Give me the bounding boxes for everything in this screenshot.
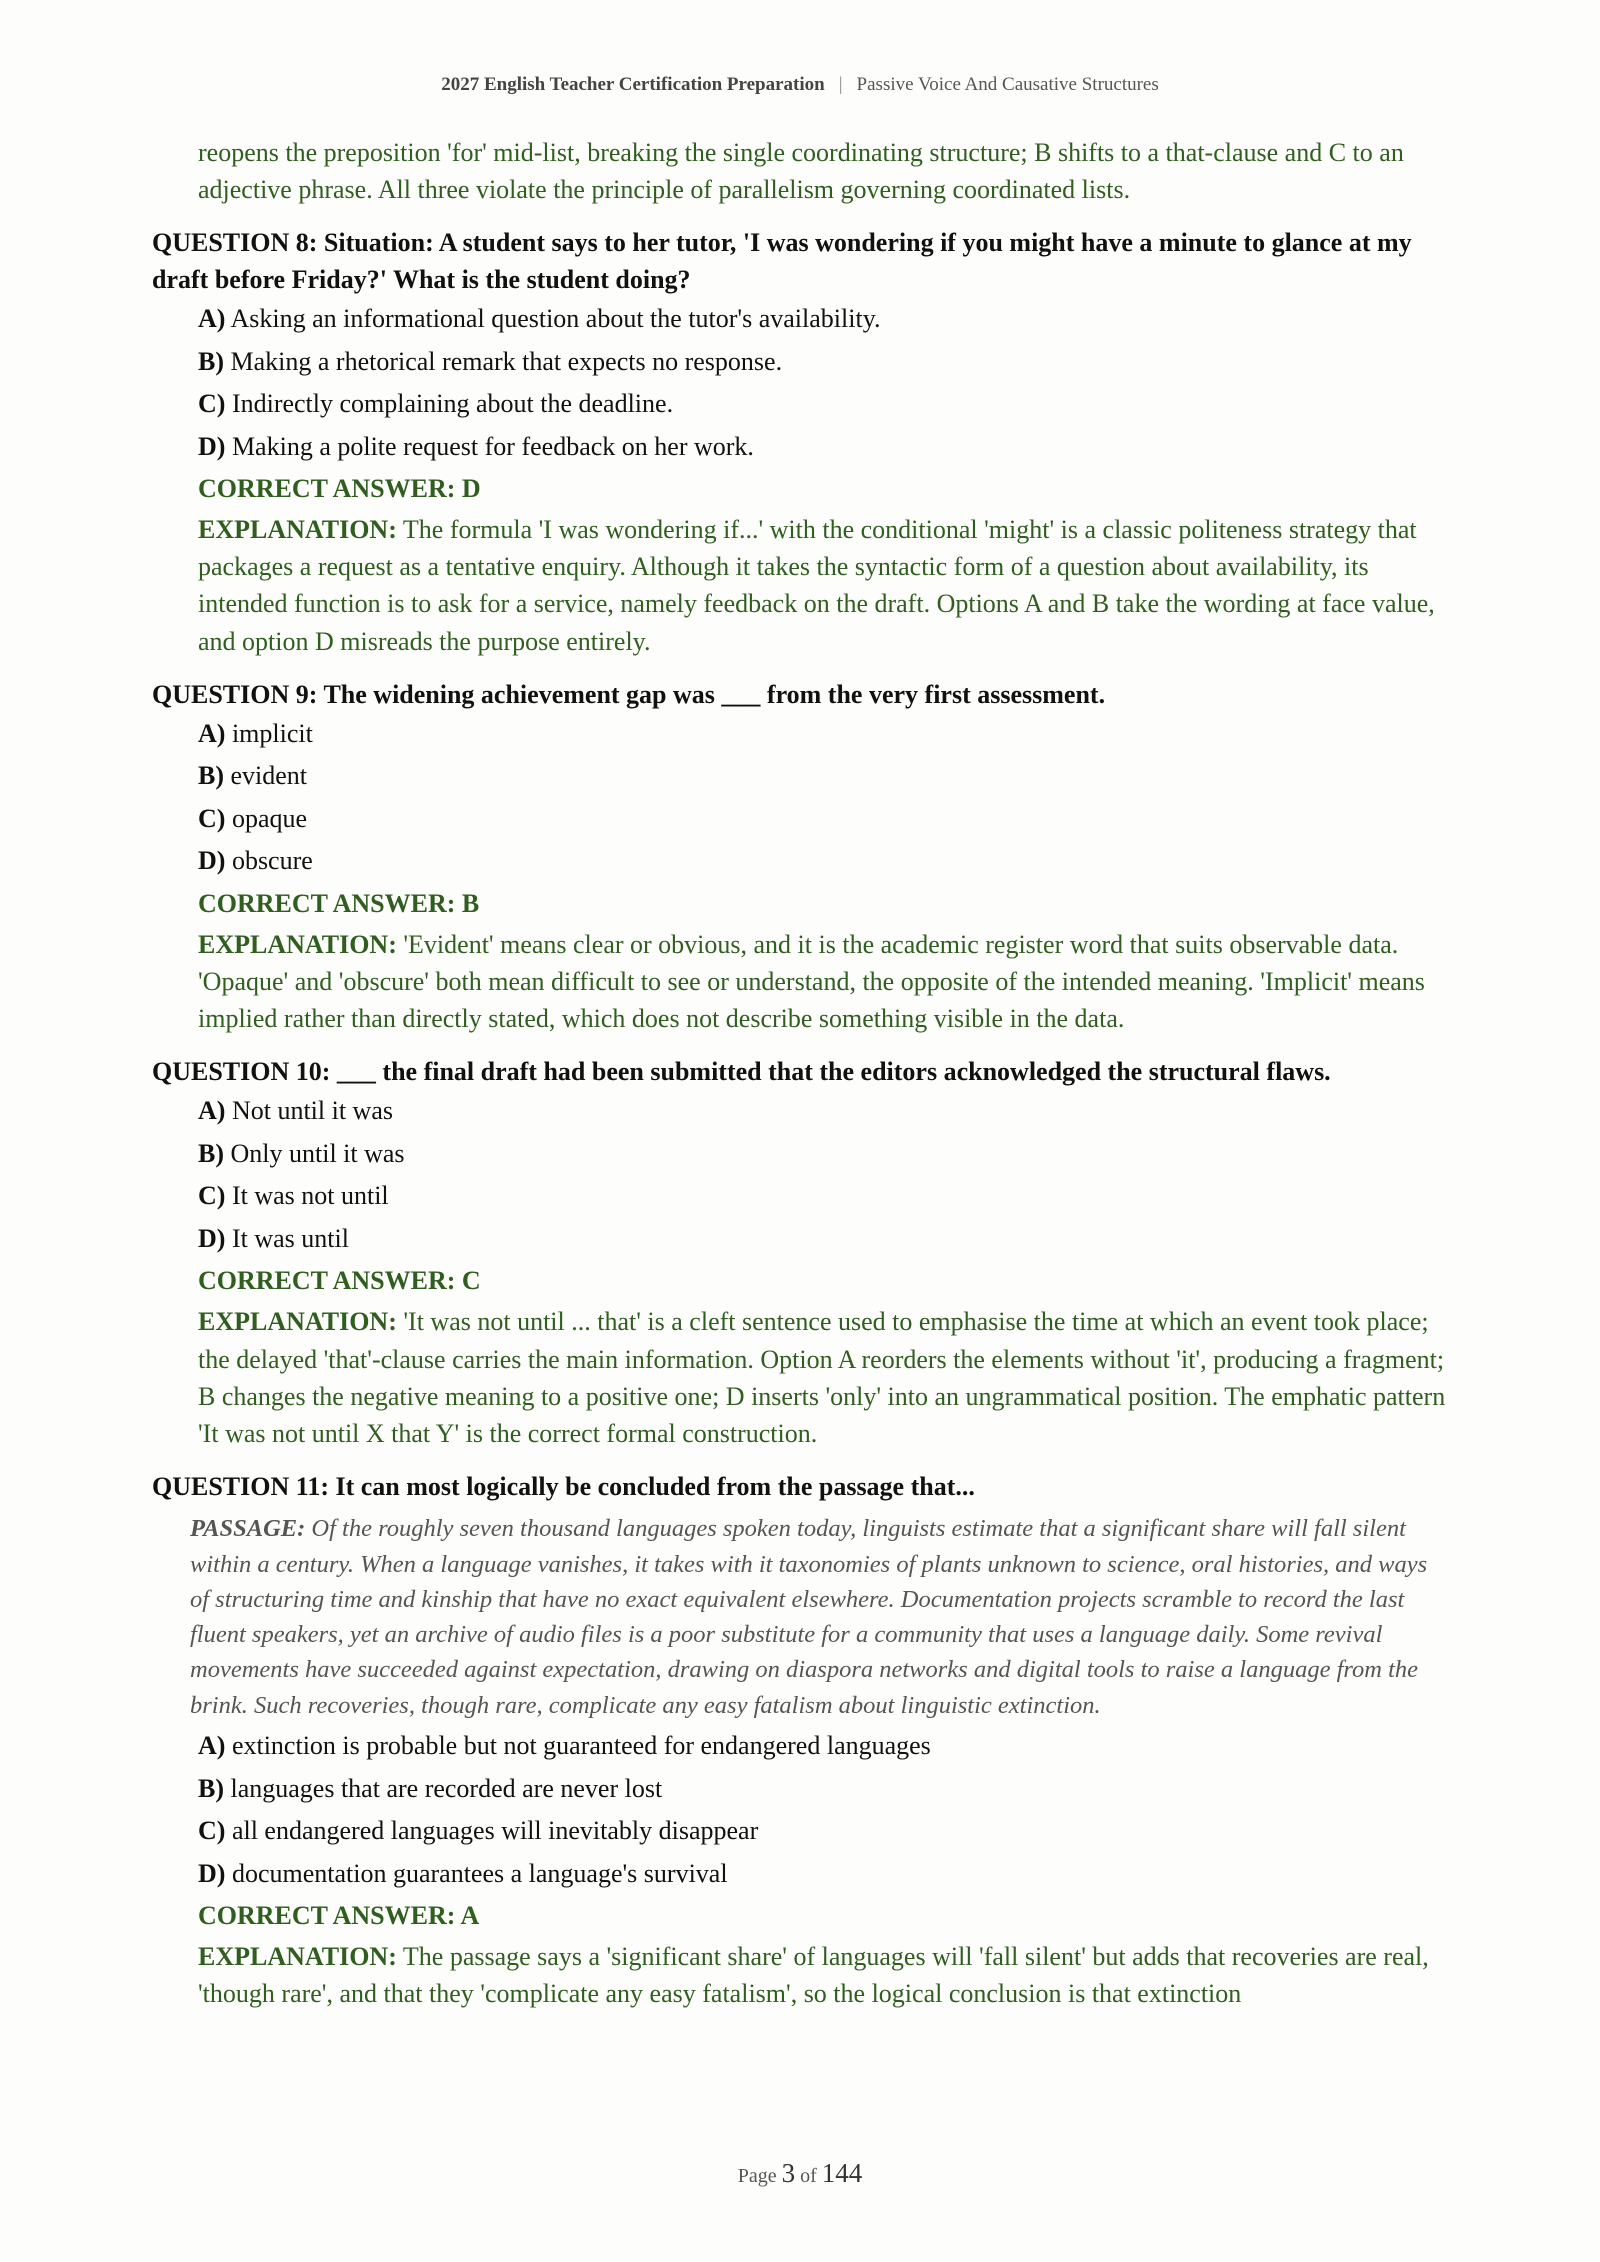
option-c [198,383,1452,426]
question-11 [152,1468,1452,2012]
explanation-label: EXPLANATION: [198,1307,397,1337]
question-8 [152,224,1452,660]
option-letter: A) [198,1096,226,1126]
option-letter: B) [198,1773,224,1803]
explanation-label: EXPLANATION: [198,929,397,959]
option-letter: B) [198,346,224,376]
option-text: Making a polite request for feedback on her work. [231,431,754,461]
option-list [198,1090,1452,1260]
option-text: evident [230,761,308,791]
reading-passage [190,1511,1452,1723]
option-letter: B) [198,1138,224,1168]
option-b [198,1133,1452,1176]
option-a [198,1725,1452,1768]
option-text: documentation guarantees a language's survival [231,1858,728,1888]
correct-answer: CORRECT ANSWER: A [198,1901,480,1931]
option-text: Making a rhetorical remark that expects no response. [230,346,783,376]
option-letter: C) [198,1816,226,1846]
option-letter: D) [198,1223,226,1253]
option-d [198,1218,1452,1261]
option-a [198,713,1452,756]
explanation [198,1938,1452,2012]
question-stem: QUESTION 11: It can most logically be concluded from the passage that... [152,1472,975,1502]
option-letter: D) [198,431,226,461]
option-d [198,1853,1452,1896]
question-10 [152,1053,1452,1452]
option-text: Not until it was [231,1096,393,1126]
page-header [0,74,1600,96]
option-d [198,426,1452,469]
question-stem: QUESTION 9: The widening achievement gap was ___ from the very first assessment. [152,679,1106,709]
option-list [198,298,1452,468]
option-letter: D) [198,846,226,876]
option-letter: A) [198,304,226,333]
option-a [198,298,1452,341]
correct-answer: CORRECT ANSWER: C [198,1266,481,1296]
option-text: Asking an informational question about the tutor's availability. [230,304,881,333]
option-text: obscure [231,846,313,876]
option-b [198,341,1452,384]
explanation-text: The formula 'I was wondering if...' with the conditional 'might' is a classic politeness strategy that packages a request as a tentative enquiry. Although it takes the syntactic form of a question about availability, its intended function is to ask for a service, namely feedback on the draft. Options A and B take the wording at face value, and option D misreads the purpose entirely. [198,515,1435,656]
question-stem: QUESTION 8: Situation: A student says to her tutor, 'I was wondering if you might have a minute to glance at my draft before Friday?' What is the student doing? [152,228,1412,294]
passage-label: PASSAGE: [190,1515,306,1543]
option-list [198,1725,1452,1895]
option-letter: C) [198,1181,226,1211]
option-a [198,1090,1452,1133]
option-letter: B) [198,761,224,791]
explanation-text: 'It was not until ... that' is a cleft sentence used to emphasise the time at which an event took place; the delayed 'that'-clause carries the main information. Option A reorders the elements without 'it', producing a fragment; B changes the negative meaning to a positive one; D inserts 'only' into an ungrammatical position. The emphatic pattern 'It was not until X that Y' is the correct formal construction. [198,1307,1446,1449]
option-d [198,840,1452,883]
option-text: It was not until [231,1181,389,1211]
explanation [198,511,1452,660]
option-text: Indirectly complaining about the deadline. [231,389,674,418]
option-letter: A) [198,718,226,748]
option-text: opaque [231,803,308,833]
option-text: languages that are recorded are never lost [230,1773,663,1803]
question-stem: QUESTION 10: ___ the final draft had been submitted that the editors acknowledged the structural flaws. [152,1057,1331,1087]
explanation-label: EXPLANATION: [198,515,397,544]
option-letter: D) [198,1858,226,1888]
option-letter: C) [198,803,226,833]
header-title: 2027 English Teacher Certification Preparation [441,74,825,95]
option-b [198,755,1452,798]
explanation-label: EXPLANATION: [198,1942,397,1972]
option-letter: C) [198,389,226,418]
passage-text: Of the roughly seven thousand languages spoken today, linguists estimate that a significant share will fall silent within a century. When a language vanishes, it takes with it taxonomies of plants unknown to science, oral histories, and ways of structuring time and kinship that have no exact equivalent elsewhere. Documentation projects scramble to record the last fluent speakers, yet an archive of audio files is a poor substitute for a community that uses a language daily. Some revival movements have succeeded against expectation, drawing on diaspora networks and digital tools to raise a language from the brink. Such recoveries, though rare, complicate any easy fatalism about linguistic extinction. [190,1515,1428,1719]
option-letter: A) [198,1731,226,1761]
option-text: extinction is probable but not guaranteed for endangered languages [231,1731,931,1761]
page-footer [0,2158,1600,2189]
explanation [198,1303,1452,1452]
page-content [152,134,1452,2012]
correct-answer: CORRECT ANSWER: B [198,888,480,918]
option-c [198,1810,1452,1853]
explanation-text: The passage says a 'significant share' of languages will 'fall silent' but adds that recoveries are real, 'though rare', and that they 'complicate any easy fatalism', so the logical conclusion is that extinction [198,1942,1429,2009]
continued-explanation: reopens the preposition 'for' mid-list, breaking the single coordinating structure; B shifts to a that-clause and C to an adjective phrase. All three violate the principle of parallelism governing coordinated lists. [198,138,1404,204]
explanation [198,926,1452,1038]
option-b [198,1768,1452,1811]
option-text: all endangered languages will inevitably disappear [231,1816,759,1846]
page-number: 3 [781,2158,796,2188]
option-text: It was until [231,1223,349,1253]
explanation-text: 'Evident' means clear or obvious, and it is the academic register word that suits observable data. 'Opaque' and 'obscure' both mean difficult to see or understand, the opposite of the intended meaning. 'Implicit' means implied rather than directly stated, which does not describe something visible in the data. [198,929,1425,1034]
option-text: implicit [231,718,313,748]
total-pages: 144 [821,2158,863,2188]
page-word: Page [737,2165,777,2187]
option-text: Only until it was [230,1138,405,1168]
option-list [198,713,1452,883]
option-c [198,1175,1452,1218]
option-c [198,798,1452,841]
question-9 [152,676,1452,1038]
header-subtitle: Passive Voice And Causative Structures [856,74,1159,95]
header-separator: | [838,74,843,95]
of-word: of [800,2165,817,2187]
correct-answer: CORRECT ANSWER: D [198,474,481,503]
